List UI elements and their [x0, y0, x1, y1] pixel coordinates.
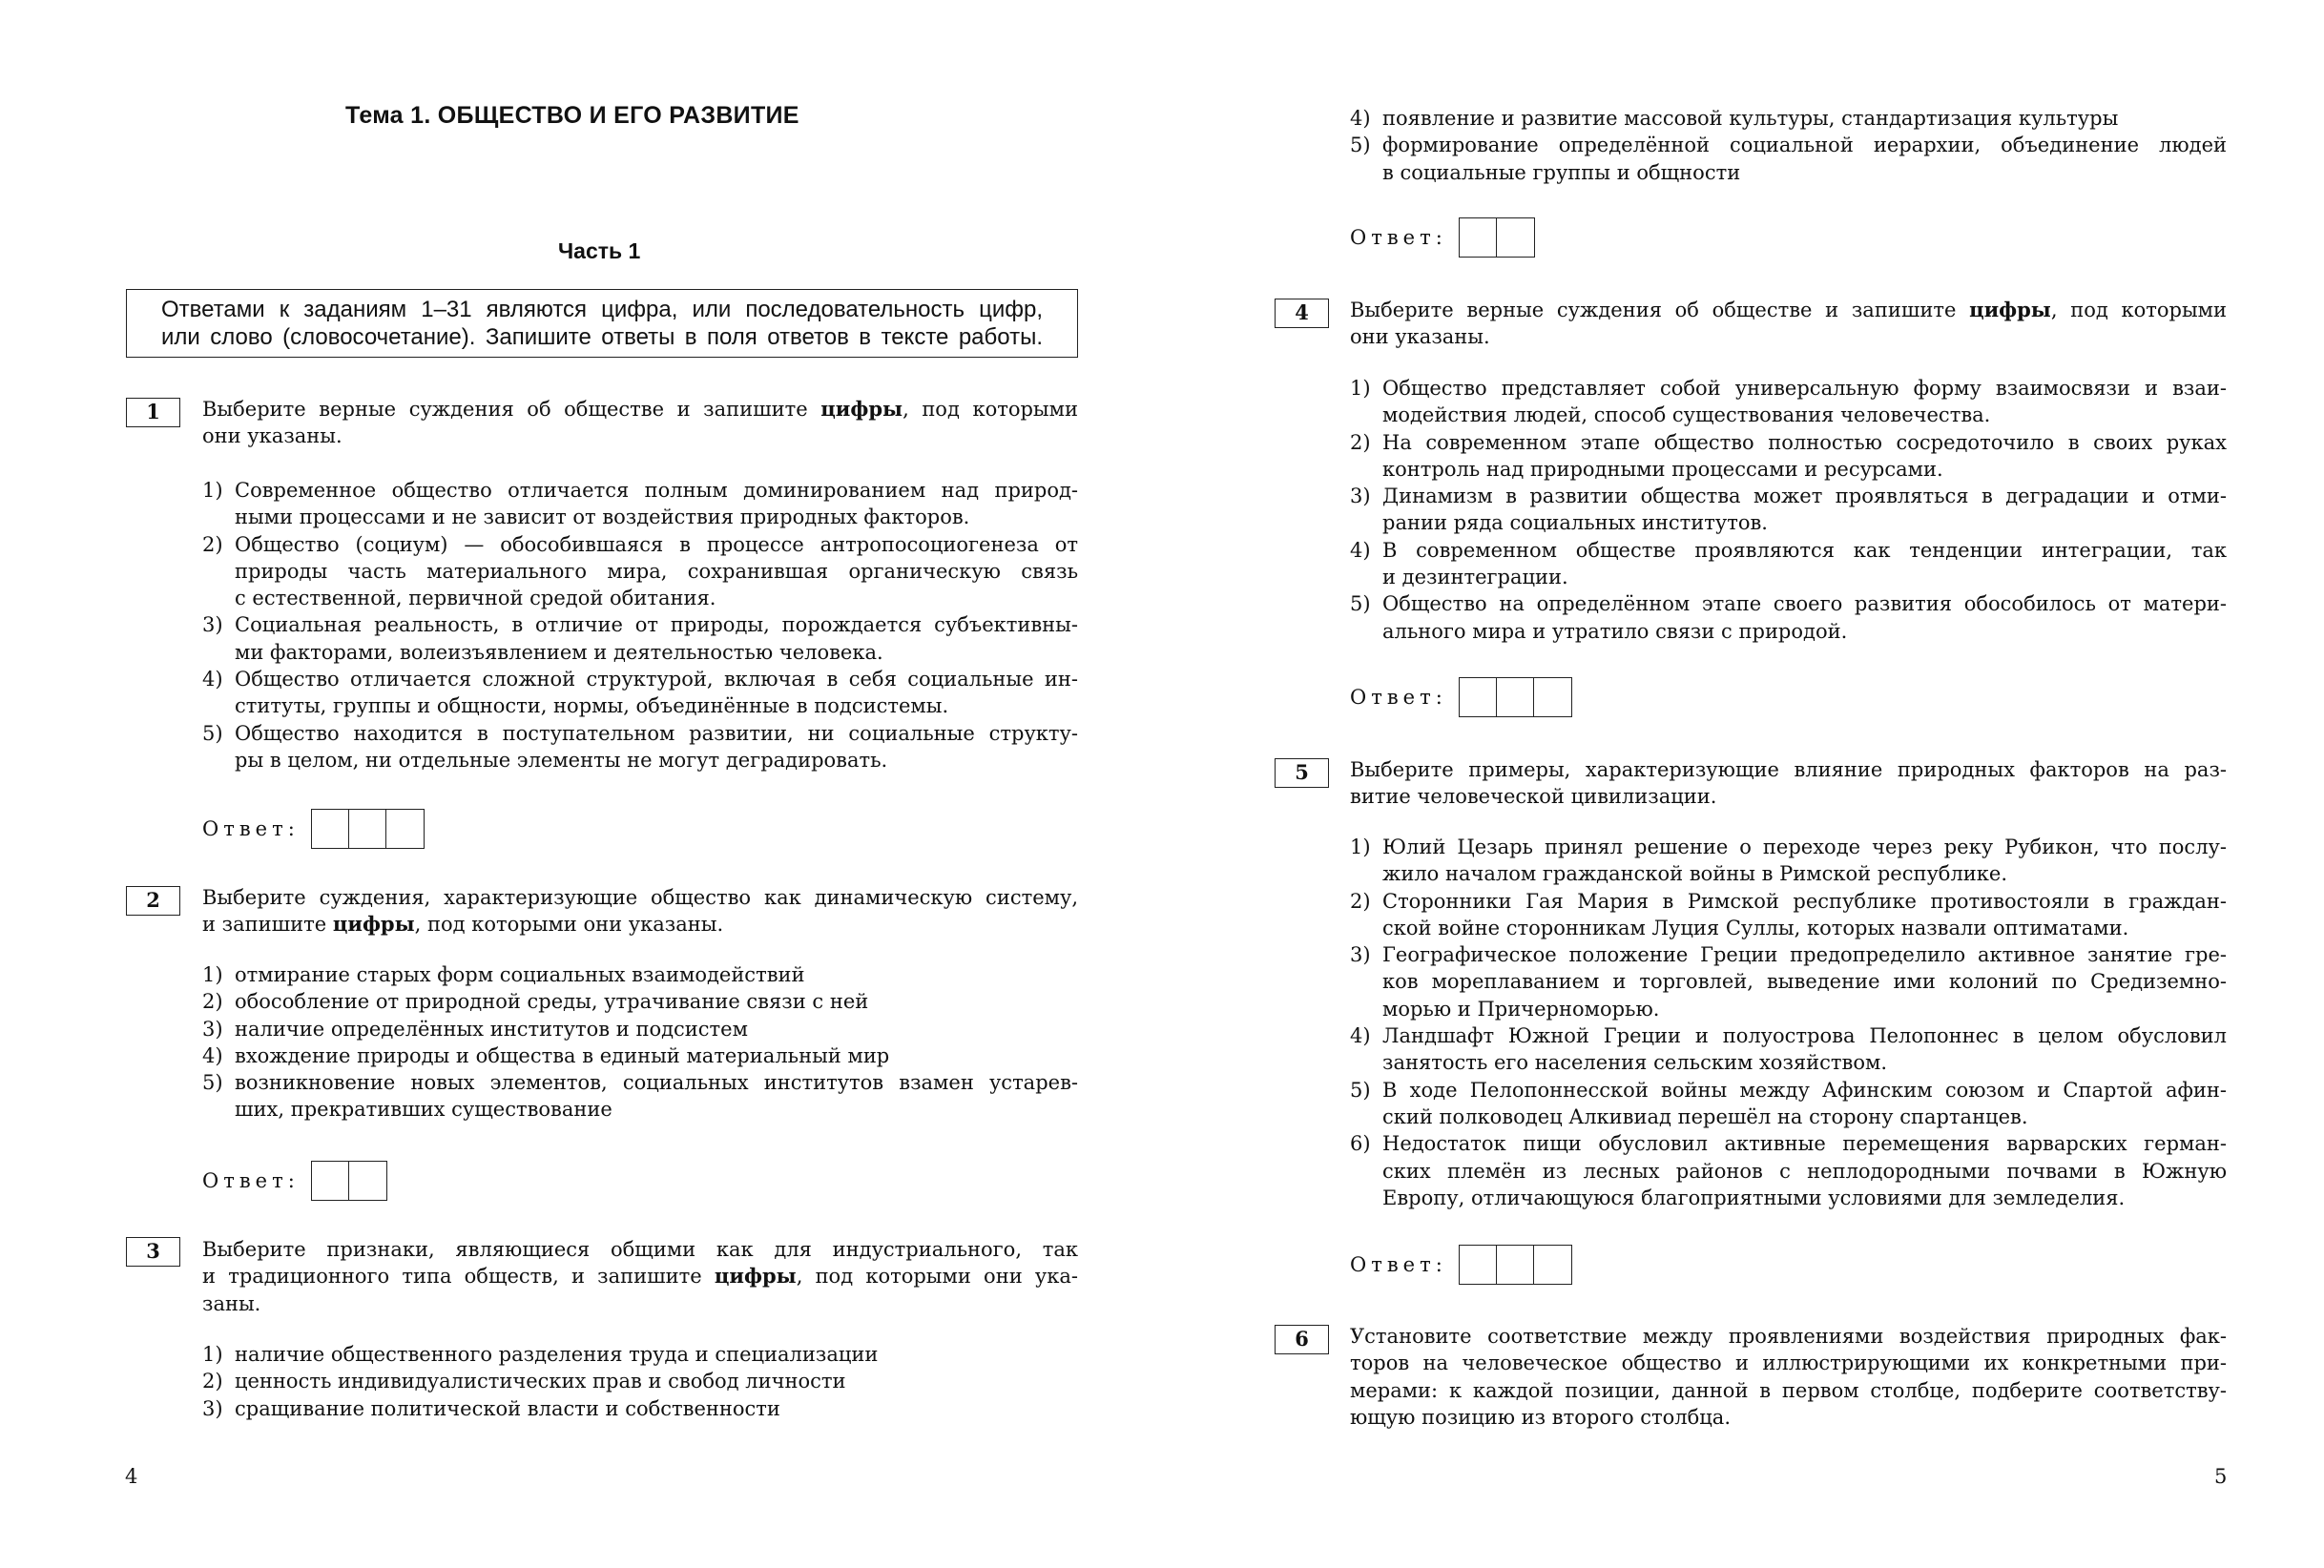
- page-number: 4: [125, 1465, 138, 1488]
- page-number: 5: [2214, 1465, 2228, 1488]
- answer-label: Ответ:: [202, 1169, 300, 1192]
- option-item: 2) Сторонники Гая Мария в Римской республике противостояли в граждан- ской войне сторонникам Луция Суллы, которых назвали оптиматами.: [1350, 889, 2227, 939]
- answer-cell[interactable]: [1460, 678, 1497, 716]
- option-item: 4) появление и развитие массовой культуры, стандартизация культуры: [1350, 107, 2119, 130]
- answer-label: Ответ:: [1350, 1253, 1447, 1276]
- task-number-badge: 3: [126, 1237, 180, 1267]
- task-3-options: [202, 1341, 1078, 1422]
- option-item: 2) ценность индивидуалистических прав и свобод личности: [202, 1370, 846, 1393]
- answer-cell[interactable]: [1534, 1246, 1571, 1284]
- part-title: Часть 1: [558, 238, 641, 263]
- task-3-options-continued: [1350, 105, 2227, 186]
- option-item: 1) Современное общество отличается полным доминированием над природ- ными процессами и не зависит от воздействия природных факторов.: [202, 479, 1078, 529]
- answer-cell[interactable]: [312, 1162, 349, 1200]
- answer-cell[interactable]: [349, 1162, 386, 1200]
- prompt-line: заны.: [202, 1291, 261, 1315]
- task-1-options: [202, 477, 1078, 774]
- task-3-answer: [1350, 217, 1535, 258]
- answer-cells[interactable]: [1459, 1245, 1572, 1285]
- answer-label: Ответ:: [202, 817, 300, 840]
- task-1-answer: [202, 809, 425, 849]
- answer-cell[interactable]: [1460, 218, 1497, 257]
- prompt-line: Выберите примеры, характеризующие влияние природных факторов на раз-: [1350, 758, 2227, 781]
- prompt-line: они указаны.: [1350, 325, 1490, 349]
- prompt-line: Выберите верные суждения об обществе и запишите цифры, под которыми: [202, 397, 1078, 421]
- topic-title: Тема 1. ОБЩЕСТВО И ЕГО РАЗВИТИЕ: [345, 102, 799, 129]
- answer-cells[interactable]: [311, 1161, 387, 1201]
- option-item: 6) Недостаток пищи обусловил активные перемещения варварских герман- ских племён из лесных районов с неплодородными почвами в Южную Европу, отличающуюся благоприятными условиями для земледелия.: [1350, 1132, 2227, 1209]
- task-2-answer: [202, 1161, 387, 1201]
- option-item: 4) вхождение природы и общества в единый материальный мир: [202, 1043, 890, 1067]
- answer-cell[interactable]: [312, 810, 349, 848]
- task-2-prompt: [202, 884, 1078, 939]
- answer-cell[interactable]: [1460, 1246, 1497, 1284]
- option-item: 2) На современном этапе общество полностью сосредоточило в своих руках контроль над природными процессами и ресурсами.: [1350, 430, 2227, 481]
- option-item: 1) Общество представляет собой универсальную форму взаимосвязи и взаи- модействия людей, способ существования человечества.: [1350, 377, 2227, 427]
- prompt-line: Выберите суждения, характеризующие общество как динамическую систему,: [202, 886, 1078, 909]
- option-item: 5) Общество находится в поступательном развитии, ни социальные структу- ры в целом, ни отдельные элементы не могут деградировать.: [202, 721, 1078, 772]
- option-item: 2) Общество (социум) — обособившаяся в процессе антропосоциогенеза от природы часть материального мира, сохранившая органическую связь с естественной, первичной средой обитания.: [202, 532, 1078, 610]
- prompt-line: ющую позицию из второго столбца.: [1350, 1405, 1731, 1429]
- prompt-line: они указаны.: [202, 424, 342, 448]
- option-item: 4) В современном обществе проявляются как тенденции интеграции, так и дезинтеграции.: [1350, 538, 2227, 589]
- instruction-box: [126, 289, 1078, 358]
- right-page: [1162, 0, 2324, 1568]
- option-item: 5) Общество на определённом этапе своего развития обособилось от матери- ального мира и утратило связи с природой.: [1350, 592, 2227, 643]
- answer-cell[interactable]: [349, 810, 386, 848]
- task-5-answer: [1350, 1245, 1572, 1285]
- option-item: 2) обособление от природной среды, утрачивание связи с ней: [202, 990, 869, 1014]
- prompt-line: и запишите цифры, под которыми они указаны.: [202, 912, 724, 937]
- task-2-options: [202, 961, 1078, 1124]
- option-item: 4) Ландшафт Южной Греции и полуострова Пелопоннес в целом обусловил занятость его населения сельским хозяйством.: [1350, 1024, 2227, 1075]
- task-3-prompt: [202, 1236, 1078, 1317]
- task-number-badge: 6: [1275, 1325, 1329, 1354]
- task-number-badge: 2: [126, 886, 180, 916]
- task-4-answer: [1350, 677, 1572, 717]
- task-number-badge: 4: [1275, 299, 1329, 328]
- answer-cells[interactable]: [1459, 677, 1572, 717]
- prompt-line: Выберите признаки, являющиеся общими как для индустриального, так: [202, 1238, 1078, 1261]
- answer-cell[interactable]: [1534, 678, 1571, 716]
- option-item: 1) отмирание старых форм социальных взаимодействий: [202, 963, 805, 986]
- answer-cell[interactable]: [1497, 678, 1534, 716]
- prompt-line: Установите соответствие между проявлениями воздействия природных фак-: [1350, 1325, 2227, 1348]
- option-item: 5) возникновение новых элементов, социальных институтов взамен устарев- ших, прекративших существование: [202, 1071, 1078, 1122]
- option-item: 3) наличие определённых институтов и подсистем: [202, 1017, 748, 1041]
- prompt-line: витие человеческой цивилизации.: [1350, 785, 1717, 809]
- option-item: 3) Социальная реальность, в отличие от природы, порождается субъективны- ми факторами, волеизъявлением и деятельностью человека.: [202, 613, 1078, 664]
- task-5-options: [1350, 834, 2227, 1211]
- task-4-options: [1350, 375, 2227, 645]
- task-6-prompt: [1350, 1323, 2227, 1431]
- answer-cell[interactable]: [1497, 1246, 1534, 1284]
- prompt-line: и традиционного типа обществ, и запишите цифры, под которыми они ука-: [202, 1264, 1078, 1289]
- instruction-line: Ответами к заданиям 1–31 являются цифра, или последовательность цифр,: [161, 297, 1043, 322]
- option-item: 3) Динамизм в развитии общества может проявляться в деградации и отми- рании ряда социальных институтов.: [1350, 485, 2227, 535]
- option-item: 3) сращивание политической власти и собственности: [202, 1396, 780, 1420]
- option-item: 3) Географическое положение Греции предопределило активное занятие гре- ков мореплаванием и торговлей, выведение ими колоний по Средиземно- морью и Причерноморью.: [1350, 943, 2227, 1021]
- answer-label: Ответ:: [1350, 226, 1447, 249]
- prompt-line: Выберите верные суждения об обществе и запишите цифры, под которыми: [1350, 298, 2227, 321]
- instruction-line: или слово (словосочетание). Запишите ответы в поля ответов в тексте работы.: [161, 324, 1043, 350]
- answer-cells[interactable]: [1459, 217, 1535, 258]
- task-4-prompt: [1350, 297, 2227, 351]
- option-item: 1) Юлий Цезарь принял решение о переходе через реку Рубикон, что послу- жило началом гражданской войны в Римской республике.: [1350, 836, 2227, 886]
- answer-cell[interactable]: [1497, 218, 1534, 257]
- task-number-badge: 1: [126, 398, 180, 427]
- option-item: 1) наличие общественного разделения труда и специализации: [202, 1343, 879, 1366]
- prompt-line: мерами: к каждой позиции, данной в первом столбце, подберите соответству-: [1350, 1378, 2227, 1402]
- answer-cell[interactable]: [386, 810, 424, 848]
- option-item: 4) Общество отличается сложной структурой, включая в себя социальные ин- ституты, группы и общности, нормы, объединённые в подсистемы.: [202, 668, 1078, 718]
- answer-cells[interactable]: [311, 809, 425, 849]
- option-item: 5) В ходе Пелопоннесской войны между Афинским союзом и Спартой афин- ский полководец Алкивиад перешёл на сторону спартанцев.: [1350, 1078, 2227, 1128]
- task-5-prompt: [1350, 756, 2227, 811]
- task-1-prompt: [202, 396, 1078, 450]
- prompt-line: торов на человеческое общество и иллюстрирующими их конкретными при-: [1350, 1351, 2227, 1375]
- task-number-badge: 5: [1275, 758, 1329, 788]
- option-item: 5) формирование определённой социальной иерархии, объединение людей в социальные группы и общности: [1350, 134, 2227, 184]
- answer-label: Ответ:: [1350, 686, 1447, 709]
